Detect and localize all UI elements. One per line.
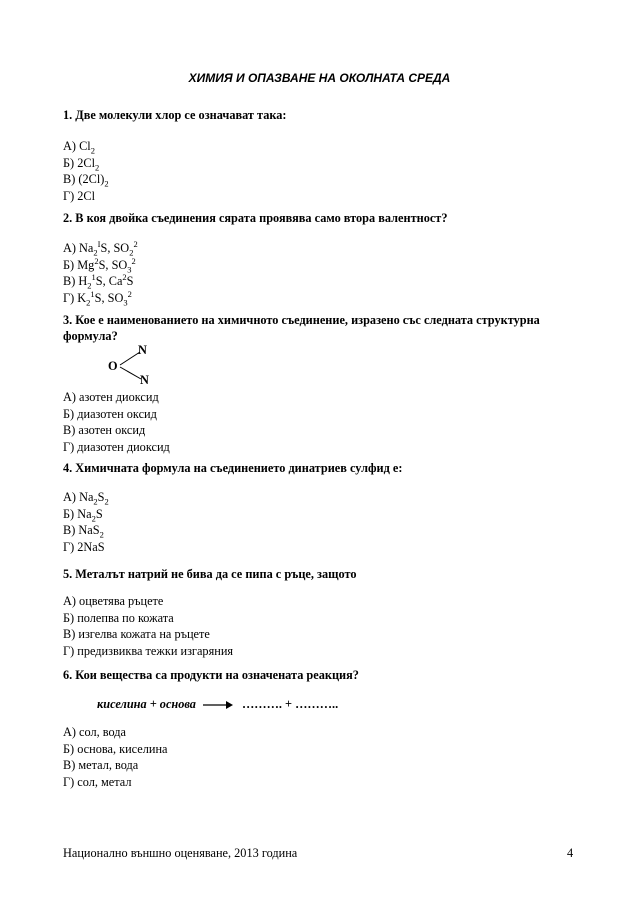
answer-1c: В) $(2Cl)_2$ — [63, 172, 109, 189]
answer-6b: Б) основа, киселина — [63, 741, 168, 756]
answers-3 — [63, 389, 170, 455]
answer-4a: А) $Na_2S_2$ — [63, 490, 109, 507]
answer-2d: Г) $K_2^1S$, $SO_3^2$ — [63, 288, 132, 308]
question-1: 1. Две молекули хлор се означават така: — [63, 108, 287, 122]
answer-2a: А) $Na_2^IS$, $SO_2^2$ — [63, 238, 138, 258]
answers-1 — [63, 138, 109, 204]
answers-4 — [63, 489, 109, 555]
answer-3d: Г) диазотен диоксид — [63, 439, 170, 454]
answer-1d: Г) 2Cl — [63, 188, 96, 203]
answer-6a: А) сол, вода — [63, 725, 127, 739]
reaction-reactants: киселина + основа — [97, 697, 196, 711]
page-title: ХИМИЯ И ОПАЗВАНЕ НА ОКОЛНАТА СРЕДА — [188, 71, 451, 85]
question-5: 5. Металът натрий не бива да се пипа с ръце, защото — [63, 567, 357, 581]
reaction-arrow-icon — [203, 700, 233, 710]
answer-5d: Г) предизвиква тежки изгаряния — [63, 643, 234, 658]
question-2: 2. В коя двойка съединения сярата проявява само втора валентност? — [63, 211, 448, 225]
answers-2 — [63, 240, 138, 306]
reaction-equation — [97, 697, 339, 712]
answer-5b: Б) полепва по кожата — [63, 610, 174, 625]
answer-1b: Б) $2Cl_2$ — [63, 155, 100, 173]
question-3: 3. Кое е наименованието на химичното съединение, изразено със следната структурна формула? — [63, 313, 540, 343]
answer-3c: В) азотен оксид — [63, 423, 146, 438]
answer-5a: А) оцветява ръцете — [63, 594, 164, 608]
answer-6c: В) метал, вода — [63, 758, 139, 773]
page-number: 4 — [567, 846, 574, 860]
answers-6 — [63, 724, 168, 790]
answer-1a: А) $Cl_2$ — [63, 139, 95, 156]
answer-3b: Б) диазотен оксид — [63, 406, 157, 421]
question-6: 6. Кои вещества са продукти на означената реакция? — [63, 668, 359, 682]
answer-4d: Г) 2NaS — [63, 539, 105, 554]
page-footer: Национално външно оценяване, 2013 година — [63, 846, 298, 860]
answers-5 — [63, 593, 233, 659]
answer-2c: В) $H_2^1S$, Ca$^2$S — [63, 272, 134, 291]
nitrogen-atom-top: N — [138, 343, 147, 357]
question-4: 4. Химичната формула на съединението динатриев сулфид е: — [63, 461, 403, 475]
answer-4c: В) NaS$_2$ — [63, 523, 104, 540]
reaction-products: ………. + ……….. — [242, 697, 339, 711]
answer-3a: А) азотен диоксид — [63, 390, 159, 404]
structural-formula — [108, 343, 168, 385]
oxygen-atom: O — [108, 359, 118, 373]
answer-4b: Б) $Na_2S$ — [63, 506, 103, 524]
nitrogen-atom-bottom: N — [140, 373, 149, 387]
answer-6d: Г) сол, метал — [63, 774, 132, 789]
answer-2b: Б) Mg$^2$S, $SO_3^2$ — [63, 255, 136, 275]
answer-5c: В) изгелва кожата на ръцете — [63, 627, 210, 642]
